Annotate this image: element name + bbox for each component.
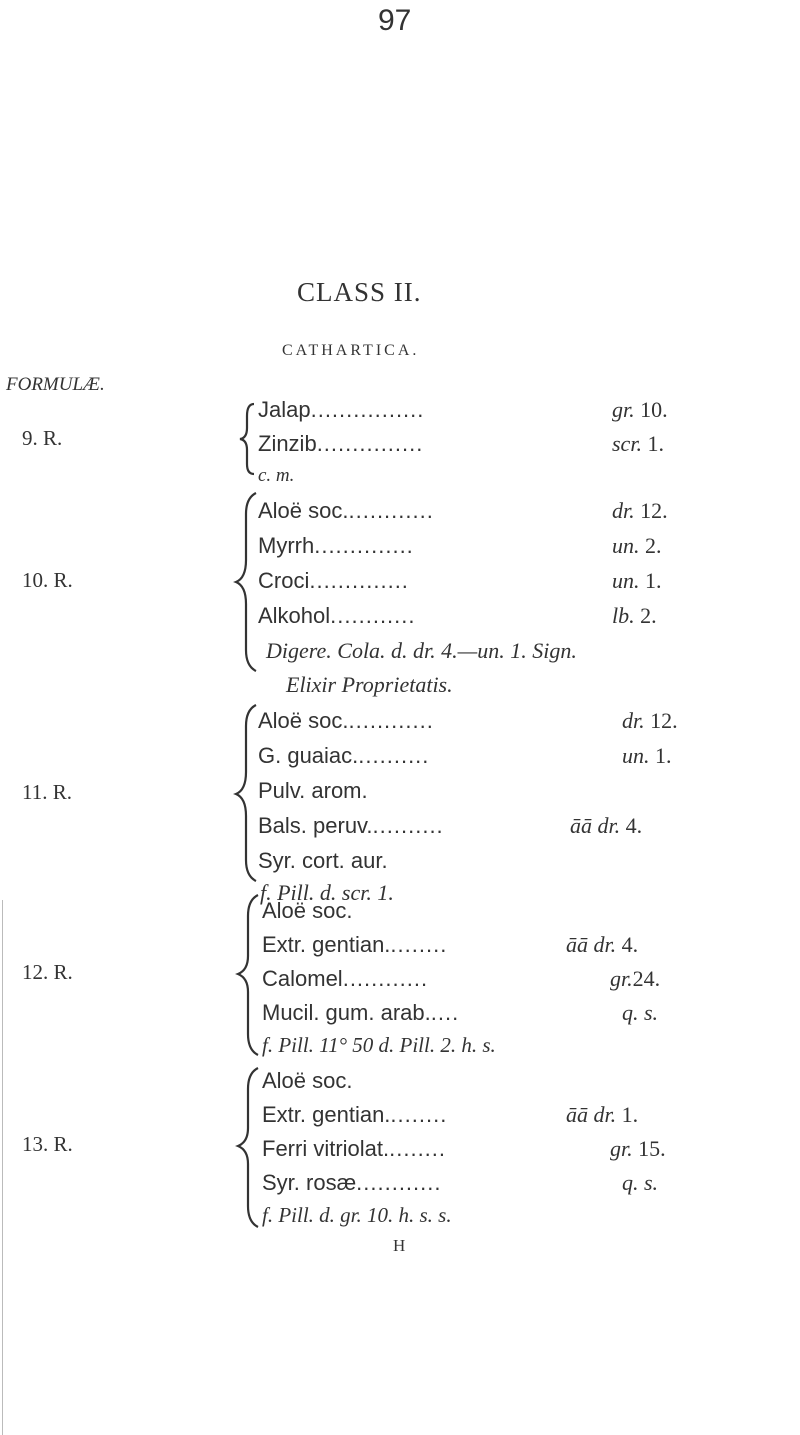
formula-13-line-4: Syr. rosæ............ [262, 1170, 442, 1195]
formula-11-line-6: f. Pill. d. scr. 1. [260, 880, 394, 905]
formula-12-number: 12. R. [22, 960, 73, 984]
formula-11-line-2: G. guaiac........... [258, 743, 430, 768]
formula-12-line-2-qty: āā dr. 4. [566, 932, 639, 957]
formula-10-line-1: Aloë soc............. [258, 498, 434, 523]
formula-12-line-2: Extr. gentian......... [262, 932, 448, 957]
formula-13-line-5: f. Pill. d. gr. 10. h. s. s. [262, 1203, 452, 1227]
formula-11-number: 11. R. [22, 780, 72, 804]
formula-10-line-6: Elixir Proprietatis. [286, 672, 453, 697]
formula-13-line-3: Ferri vitriolat......... [262, 1136, 447, 1161]
formula-13-line-2-qty: āā dr. 1. [566, 1102, 639, 1127]
class-title: CLASS II. [297, 277, 422, 307]
brace-12 [238, 895, 258, 1055]
formula-13-line-4-qty: q. s. [622, 1170, 659, 1195]
brace-9 [240, 404, 254, 474]
formula-11-line-1: Aloë soc............. [258, 708, 434, 733]
formula-13-line-3-qty: gr. 15. [610, 1136, 666, 1161]
class-subtitle: CATHARTICA. [282, 342, 420, 359]
formula-13-number: 13. R. [22, 1132, 73, 1156]
formula-9-line-1 [258, 397, 424, 423]
formula-11-line-4-qty: āā dr. 4. [570, 813, 643, 838]
brace-11 [236, 705, 256, 881]
formula-12-line-3: Calomel............ [262, 966, 429, 991]
formula-9-line-2-qty: scr. 1. [612, 431, 664, 456]
formula-13-line-1: Aloë soc. [262, 1068, 353, 1093]
formula-10-line-3-qty: un. 1. [612, 568, 662, 593]
formula-10-line-2: Myrrh.............. [258, 533, 414, 558]
formula-9-line-1-qty: gr. 10. [612, 397, 668, 422]
brace-13 [238, 1068, 258, 1227]
formula-13-line-2: Extr. gentian......... [262, 1102, 448, 1127]
formula-9-line-3: c. m. [258, 465, 295, 486]
formulae-label: FORMULÆ. [6, 374, 105, 395]
formula-11-line-3: Pulv. arom. [258, 778, 368, 803]
formula-12-line-1: Aloë soc. [262, 898, 353, 923]
formula-12-line-4: Mucil. gum. arab..... [262, 1000, 460, 1025]
formula-11-line-2-qty: un. 1. [622, 743, 672, 768]
formula-11-line-4: Bals. peruv........... [258, 813, 444, 838]
leader-dots: ................ [310, 397, 425, 422]
formula-10-line-4: Alkohol............ [258, 603, 416, 628]
formula-10-number: 10. R. [22, 568, 73, 592]
ingredient-name: Jalap [258, 397, 311, 422]
formula-9-line-2: Zinzib............... [258, 431, 424, 456]
formula-10-line-4-qty: lb. 2. [612, 603, 657, 628]
page-number: 97 [378, 4, 412, 37]
formula-10-line-5: Digere. Cola. d. dr. 4.—un. 1. Sign. [266, 638, 577, 663]
formula-10-line-1-qty: dr. 12. [612, 498, 668, 523]
brace-10 [236, 493, 256, 671]
formula-12-line-5: f. Pill. 11° 50 d. Pill. 2. h. s. [262, 1033, 496, 1057]
signature-mark: H [393, 1236, 406, 1255]
formula-12-line-4-qty: q. s. [622, 1000, 659, 1025]
formula-11-line-1-qty: dr. 12. [622, 708, 678, 733]
formula-12-line-3-qty: gr.24. [610, 966, 661, 991]
formula-10-line-2-qty: un. 2. [612, 533, 662, 558]
formula-9-number: 9. R. [22, 426, 63, 450]
formula-11-line-5: Syr. cort. aur. [258, 848, 388, 873]
formula-10-line-3: Croci.............. [258, 568, 409, 593]
